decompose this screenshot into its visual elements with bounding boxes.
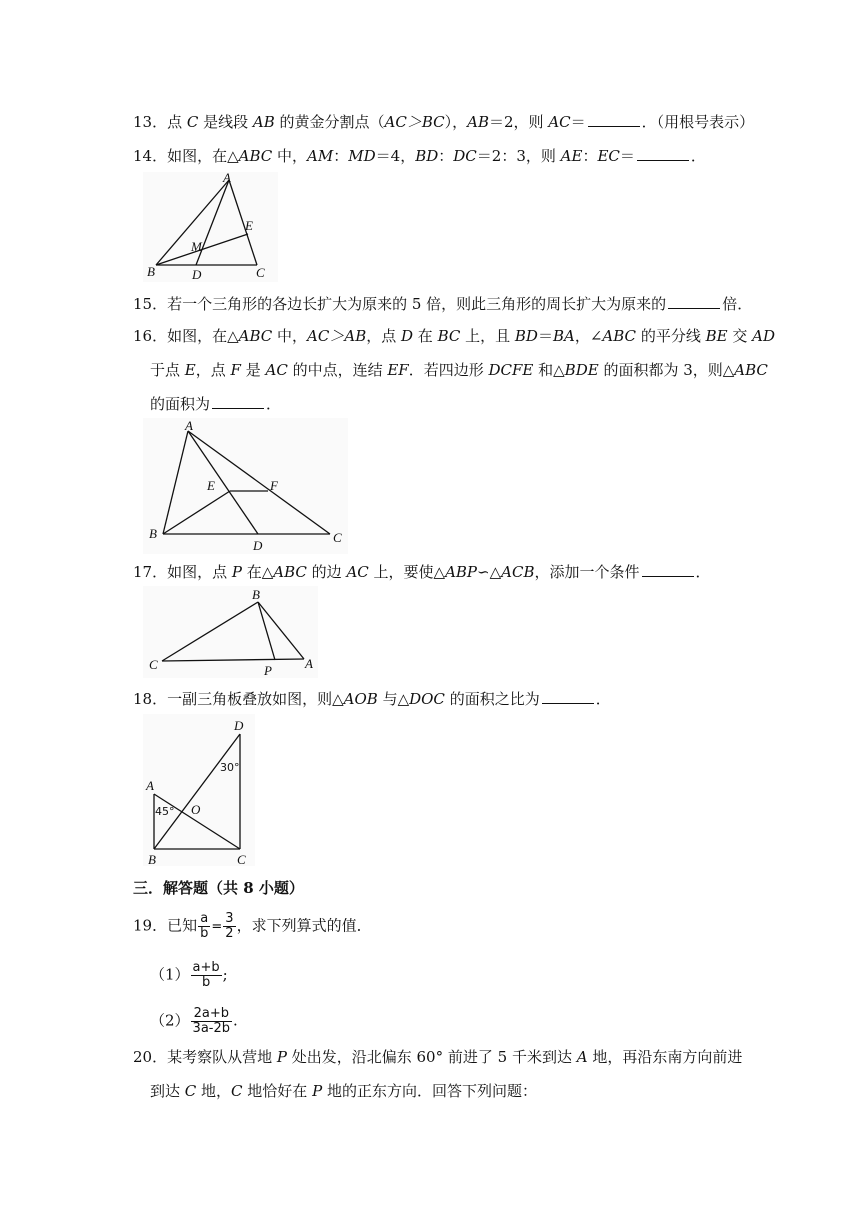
text: 地， bbox=[196, 1082, 232, 1100]
text: ＝4， bbox=[375, 147, 416, 165]
text: ＝2，则 bbox=[489, 113, 549, 131]
text: ． bbox=[690, 147, 706, 165]
text: ． bbox=[695, 563, 711, 581]
label-c: C bbox=[237, 852, 246, 866]
text: 地，再沿东南方向前进 bbox=[587, 1048, 743, 1066]
text: ，求下列算式的值． bbox=[236, 916, 372, 935]
var: F bbox=[230, 361, 241, 379]
var: ABC bbox=[273, 563, 307, 581]
fraction-3-over-2 bbox=[223, 912, 235, 941]
text: 一副三角板叠放如图，则△ bbox=[167, 690, 344, 708]
text: 的边 bbox=[306, 563, 347, 581]
label-f: F bbox=[270, 478, 278, 493]
denominator: 2 bbox=[225, 926, 234, 941]
var: ABC bbox=[602, 327, 637, 345]
text: ＝2：3，则 bbox=[476, 147, 561, 165]
question-number: 19． bbox=[133, 916, 168, 935]
label-a: A bbox=[146, 778, 154, 793]
text: 处出发，沿北偏东 60° 前进了 5 千米到达 bbox=[286, 1048, 577, 1066]
var: DCFE bbox=[488, 361, 534, 379]
text: ，∠ bbox=[574, 327, 603, 345]
var: DC bbox=[453, 147, 477, 165]
text: ．若四边形 bbox=[408, 361, 489, 379]
var: AC＞BC bbox=[384, 113, 445, 131]
question-number: 18． bbox=[133, 690, 168, 708]
text: ，点 bbox=[366, 327, 401, 345]
text: ＝ bbox=[537, 327, 553, 345]
label-d: D bbox=[253, 538, 263, 553]
text: 是线段 bbox=[198, 113, 253, 131]
fraction-expr-2 bbox=[191, 1007, 232, 1036]
numerator: a+b bbox=[192, 960, 220, 975]
angle-45-label: 45° bbox=[155, 805, 175, 818]
text: 点 bbox=[167, 113, 187, 131]
var: C bbox=[184, 1082, 197, 1100]
section-title: 三．解答题（共 8 小题） bbox=[133, 879, 304, 897]
text: . bbox=[233, 1011, 238, 1030]
part-label: （2） bbox=[150, 1011, 190, 1030]
var: D bbox=[401, 327, 414, 345]
var: P bbox=[276, 1048, 287, 1066]
question-17 bbox=[133, 562, 711, 582]
label-o: O bbox=[191, 802, 201, 817]
question-18 bbox=[133, 689, 611, 709]
text: 于点 bbox=[150, 361, 185, 379]
text: ： bbox=[333, 147, 349, 165]
question-15 bbox=[133, 294, 752, 314]
question-number: 20． bbox=[133, 1048, 168, 1066]
label-a: A bbox=[223, 172, 231, 185]
var: ABC bbox=[238, 147, 273, 165]
fraction-expr-1 bbox=[191, 961, 222, 990]
answer-blank bbox=[668, 294, 720, 309]
var: DOC bbox=[409, 690, 445, 708]
edge-ca bbox=[162, 659, 304, 661]
text: 上，要使△ bbox=[368, 563, 446, 581]
var: AOB bbox=[343, 690, 378, 708]
figure-q16 bbox=[143, 418, 348, 554]
var: AM bbox=[307, 147, 334, 165]
answer-blank bbox=[212, 394, 264, 409]
var: ABC bbox=[734, 361, 768, 379]
text: 已知 bbox=[167, 916, 198, 935]
var: BE bbox=[705, 327, 728, 345]
var: P bbox=[231, 563, 242, 581]
fraction-a-over-b bbox=[198, 912, 210, 941]
denominator: b bbox=[201, 975, 211, 990]
text: ： bbox=[438, 147, 454, 165]
text: 交 bbox=[727, 327, 753, 345]
question-14 bbox=[133, 146, 706, 166]
text: ，点 bbox=[195, 361, 231, 379]
text: 地的正东方向．回答下列问题： bbox=[322, 1082, 537, 1100]
text: 是 bbox=[240, 361, 266, 379]
text: 的中点，连结 bbox=[287, 361, 388, 379]
label-b: B bbox=[147, 264, 155, 279]
label-a: A bbox=[305, 656, 313, 671]
text: 若一个三角形的各边长扩大为原来的 5 倍，则此三角形的周长扩大为原来的 bbox=[167, 295, 667, 313]
var: AD bbox=[752, 327, 775, 345]
text: 在△ bbox=[241, 563, 274, 581]
text: ． bbox=[266, 395, 282, 413]
question-number: 17． bbox=[133, 563, 168, 581]
label-a: A bbox=[185, 418, 193, 433]
edge-cb bbox=[162, 602, 258, 661]
var: MD bbox=[348, 147, 376, 165]
label-m: M bbox=[191, 239, 202, 254]
text: ．（用根号表示） bbox=[641, 113, 755, 131]
label-c: C bbox=[256, 265, 265, 280]
label-d: D bbox=[192, 267, 202, 282]
label-b: B bbox=[148, 852, 156, 866]
edge-ba bbox=[258, 602, 304, 659]
var: AC＞AB bbox=[307, 327, 367, 345]
text: ，添加一个条件 bbox=[534, 563, 640, 581]
var: AC bbox=[548, 113, 571, 131]
question-20-line-2 bbox=[150, 1081, 537, 1101]
figure-q17 bbox=[143, 586, 318, 678]
denominator: b bbox=[200, 926, 209, 941]
question-number: 16． bbox=[133, 327, 168, 345]
section-heading bbox=[133, 878, 304, 898]
text: ＝ bbox=[570, 113, 586, 131]
angle-30-label: 30° bbox=[220, 761, 240, 774]
label-c: C bbox=[333, 530, 342, 545]
label-d: D bbox=[234, 718, 244, 733]
text: ; bbox=[222, 965, 228, 984]
text: 的黄金分割点（ bbox=[274, 113, 385, 131]
text: ＝ bbox=[619, 147, 635, 165]
var: BDE bbox=[564, 361, 599, 379]
var: BD bbox=[514, 327, 538, 345]
text: 倍． bbox=[722, 295, 753, 313]
segment-ad bbox=[188, 431, 258, 534]
segment-bp bbox=[258, 602, 275, 660]
var: ABC bbox=[238, 327, 273, 345]
var: C bbox=[231, 1082, 243, 1100]
figure-q14 bbox=[143, 172, 278, 282]
text: 的面积都为 3，则△ bbox=[598, 361, 735, 379]
answer-blank bbox=[637, 146, 689, 161]
var: BD bbox=[415, 147, 439, 165]
var: BA bbox=[552, 327, 575, 345]
segment-be bbox=[163, 491, 230, 534]
text: 中， bbox=[272, 327, 308, 345]
var: AB bbox=[467, 113, 490, 131]
var: ABP bbox=[445, 563, 478, 581]
label-b: B bbox=[252, 587, 260, 602]
label-e: E bbox=[207, 478, 215, 493]
text: 的平分线 bbox=[636, 327, 706, 345]
question-number: 14． bbox=[133, 147, 168, 165]
text: 上，且 bbox=[460, 327, 515, 345]
question-13 bbox=[133, 112, 754, 132]
text: 如图，点 bbox=[167, 563, 232, 581]
text: 的面积之比为 bbox=[444, 690, 540, 708]
label-p: P bbox=[264, 663, 272, 678]
var: AB bbox=[252, 113, 275, 131]
numerator: 2a+b bbox=[191, 1007, 232, 1022]
numerator: a bbox=[198, 912, 210, 927]
answer-blank bbox=[542, 689, 594, 704]
text: = bbox=[211, 919, 223, 935]
question-16-line-3 bbox=[150, 394, 281, 414]
question-number: 15． bbox=[133, 295, 168, 313]
var: ACB bbox=[501, 563, 535, 581]
question-19-part-1 bbox=[150, 961, 228, 990]
var: EC bbox=[597, 147, 620, 165]
var: AE bbox=[560, 147, 583, 165]
text: 如图，在△ bbox=[167, 147, 239, 165]
var: E bbox=[184, 361, 196, 379]
text: 的面积为 bbox=[150, 395, 211, 413]
text: 在 bbox=[413, 327, 438, 345]
text: ． bbox=[595, 690, 611, 708]
question-16-line-2 bbox=[150, 360, 768, 380]
text: 地恰好在 bbox=[242, 1082, 313, 1100]
label-b: B bbox=[149, 526, 157, 541]
answer-blank bbox=[588, 112, 640, 127]
answer-blank bbox=[642, 562, 694, 577]
var: EF bbox=[387, 361, 409, 379]
part-label: （1） bbox=[150, 965, 190, 984]
question-16-line-1 bbox=[133, 326, 775, 346]
var: BC bbox=[437, 327, 461, 345]
text: ）， bbox=[444, 113, 468, 131]
var: AC bbox=[346, 563, 369, 581]
numerator: 3 bbox=[225, 911, 234, 926]
text: ： bbox=[582, 147, 598, 165]
label-e: E bbox=[245, 218, 253, 233]
denominator: 3a-2b bbox=[192, 1021, 230, 1036]
question-number: 13． bbox=[133, 113, 168, 131]
segment-bd bbox=[154, 734, 240, 849]
question-20-line-1 bbox=[133, 1047, 742, 1067]
figure-q18 bbox=[143, 714, 255, 866]
text: 中， bbox=[272, 147, 308, 165]
text: 与△ bbox=[377, 690, 410, 708]
text: ∽△ bbox=[477, 563, 502, 581]
question-19-part-2 bbox=[150, 1007, 238, 1036]
edge-ab bbox=[163, 431, 188, 534]
var: AC bbox=[265, 361, 288, 379]
var: P bbox=[312, 1082, 323, 1100]
text: 某考察队从营地 bbox=[167, 1048, 277, 1066]
label-c: C bbox=[149, 657, 158, 672]
question-19 bbox=[133, 912, 372, 941]
var: C bbox=[186, 113, 199, 131]
var: A bbox=[576, 1048, 588, 1066]
text: 和△ bbox=[533, 361, 565, 379]
text: 到达 bbox=[150, 1082, 185, 1100]
text: 如图，在△ bbox=[167, 327, 239, 345]
